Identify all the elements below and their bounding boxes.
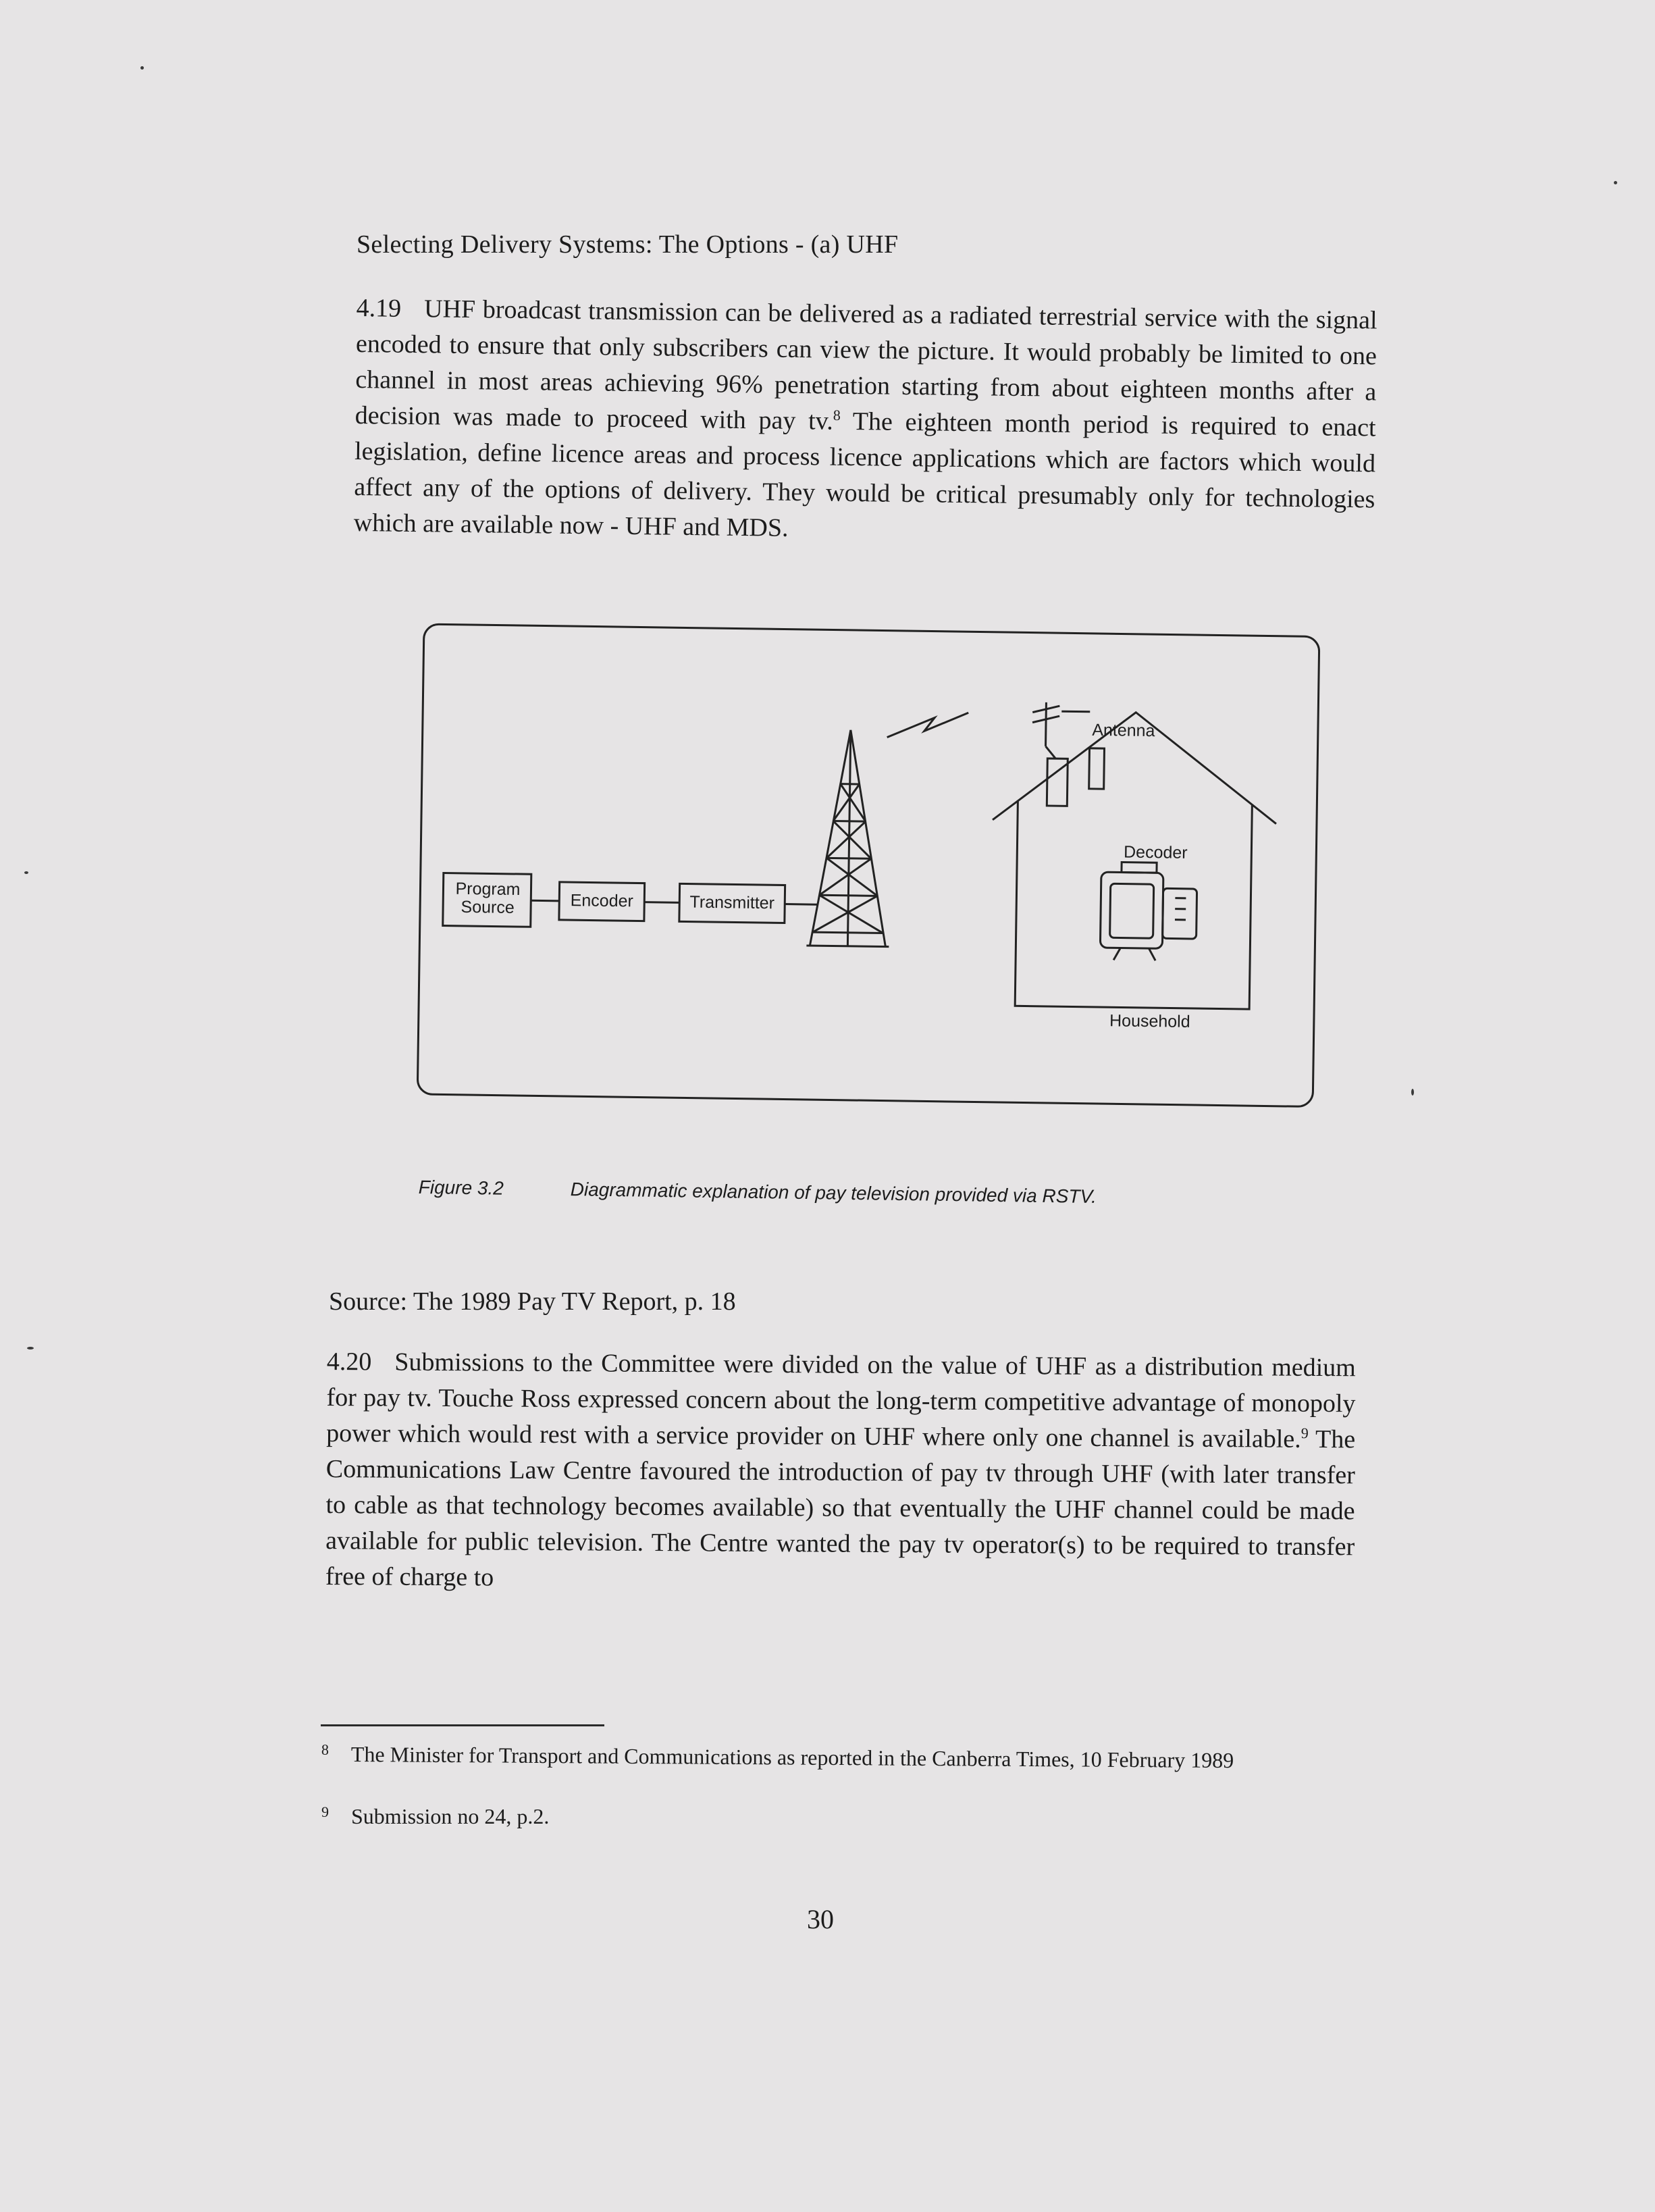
footnote-8 (321, 1741, 1404, 1774)
connector-line (644, 902, 679, 903)
antenna-label: Antenna (1092, 720, 1155, 741)
scan-speck (1614, 181, 1617, 184)
transmitter-label: Transmitter (689, 892, 775, 913)
encoder-label: Encoder (570, 891, 634, 911)
paragraph-text: Submissions to the Committee were divided on the value of UHF as a distribution medium for pay tv. Touche Ross expressed concern about the long-term competitive advantage of monopoly power which would rest with a service provider on UHF where only one channel is available. (326, 1347, 1356, 1454)
pay-tv-diagram (416, 623, 1321, 1108)
diagram-drawing (416, 623, 1321, 1108)
transmission-tower-icon (806, 729, 891, 947)
paragraph-text-continued: The eighteen month period is required to enact legislation, define licence areas and process licence applications which are factors which would affect any of the options of delivery. They would be critical presumably only for technologies which are available now - UHF and MDS. (353, 407, 1376, 542)
household-label: Household (1109, 1011, 1190, 1031)
source-line: Source: The 1989 Pay TV Report, p. 18 (329, 1287, 736, 1316)
scan-speck (1411, 1089, 1414, 1096)
signal-bolt-icon (887, 712, 969, 739)
figure-caption-text: Diagrammatic explanation of pay television provided via RSTV. (570, 1179, 1097, 1208)
footnote-text: The Minister for Transport and Communications as reported in the Canberra Times, 10 February 1989 (350, 1742, 1234, 1773)
footnote-ref[interactable]: 8 (833, 406, 841, 424)
decoder-tv-icon (1100, 862, 1197, 961)
footnote-divider (321, 1724, 604, 1726)
footnote-ref[interactable]: 9 (1301, 1424, 1309, 1442)
page-number: 30 (807, 1904, 834, 1934)
figure-caption (419, 1177, 1364, 1212)
paragraph-number: 4.20 (326, 1347, 372, 1377)
scan-speck (24, 871, 28, 874)
footnote-text: Submission no 24, p.2. (351, 1804, 550, 1828)
section-heading: Selecting Delivery Systems: The Options - (a) UHF (357, 230, 899, 259)
paragraph-text: UHF broadcast transmission can be delivered as a radiated terrestrial service with the signal encoded to ensure that only subscribers can view the picture. It would probably be limited to one channel in most areas achieving 96% penetration starting from about eighteen months after a decision was made to proceed with pay tv. (354, 294, 1377, 436)
footnote-mark: 9 (321, 1803, 329, 1820)
footnote-9 (321, 1803, 1404, 1829)
paragraph-4-19 (353, 290, 1377, 553)
footnote-mark: 8 (321, 1741, 330, 1758)
connector-line (785, 904, 817, 905)
scan-speck (140, 66, 144, 70)
paragraph-number: 4.19 (356, 293, 402, 323)
paragraph-text-continued: The Communications Law Centre favoured the introduction of pay tv through UHF (with later transfer to cable as that technology becomes available) so that eventually the UHF channel could be made available for public television. The Centre wanted the pay tv operator(s) to be required to transfer free of charge to (325, 1424, 1356, 1592)
program-source-label: Program Source (455, 879, 521, 917)
figure-number: Figure 3.2 (418, 1177, 504, 1199)
paragraph-4-20 (325, 1344, 1356, 1601)
decoder-label: Decoder (1123, 842, 1188, 863)
connector-line (531, 900, 559, 901)
scan-speck (27, 1347, 34, 1349)
figure-frame (417, 624, 1319, 1106)
